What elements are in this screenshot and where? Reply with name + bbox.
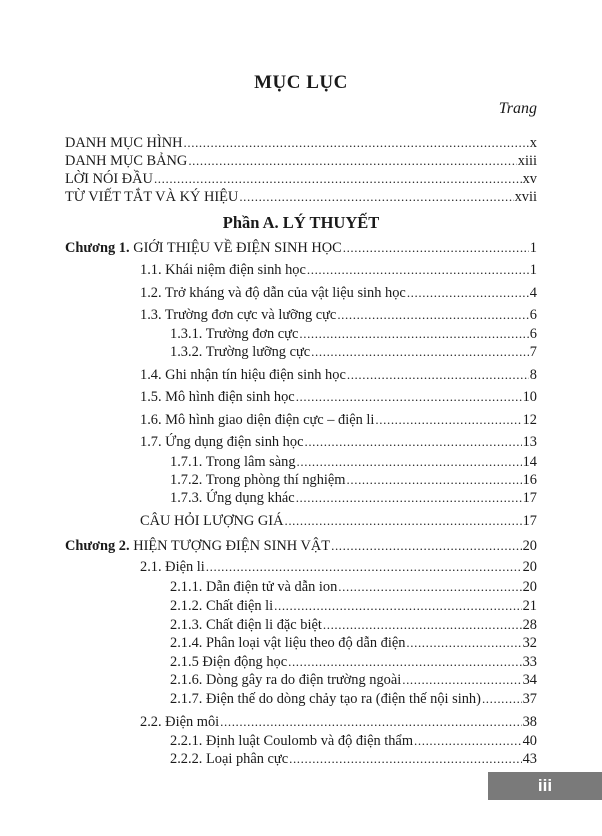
- toc-page-number: 16: [522, 472, 537, 488]
- toc-page-number: 28: [522, 617, 537, 633]
- toc-entry: CÂU HỎI LƯỢNG GIÁ ..... 17: [140, 512, 537, 530]
- dot-leader: [347, 366, 529, 383]
- part-heading: Phần A. LÝ THUYẾT: [222, 213, 380, 232]
- dot-leader: [347, 471, 522, 488]
- toc-subentry: 2.2.2. Loại phân cực ..... 43: [170, 750, 537, 768]
- dot-leader: [239, 188, 513, 205]
- toc-page-number: 12: [522, 412, 537, 428]
- dot-leader: [188, 152, 516, 169]
- toc-subentry: 1.7.2. Trong phòng thí nghiệm ..... 16: [170, 471, 537, 489]
- toc-page-number: 40: [522, 733, 537, 749]
- dot-leader: [274, 597, 521, 614]
- dot-leader: [406, 634, 521, 651]
- dot-leader: [402, 671, 521, 688]
- toc-entry: 1.3. Trường đơn cực và lưỡng cực ..... 6: [140, 306, 537, 324]
- chapter-title: HIỆN TƯỢNG ĐIỆN SINH VẬT: [133, 538, 331, 554]
- toc-entry: 2.2. Điện môi ..... 38: [140, 713, 537, 731]
- toc-page-number: 1: [529, 240, 537, 256]
- toc-entry: 1.2. Trở kháng và độ dẫn của vật liệu sinh học ..... 4: [140, 284, 537, 302]
- toc-subentry: 2.1.4. Phân loại vật liệu theo độ dẫn điện ..... 32: [170, 634, 537, 652]
- toc-entry: 1.6. Mô hình giao diện điện cực – điện li ..... 12: [140, 411, 537, 429]
- toc-page-number: 13: [522, 434, 537, 450]
- dot-leader: [482, 690, 522, 707]
- toc-page-number: 37: [522, 691, 537, 707]
- dot-leader: [337, 306, 528, 323]
- toc-page-number: 6: [529, 307, 537, 323]
- toc-subentry: 1.7.3. Ứng dụng khác ..... 17: [170, 489, 537, 507]
- toc-page-number: 21: [522, 598, 537, 614]
- dot-leader: [206, 558, 522, 575]
- dot-leader: [154, 170, 522, 187]
- toc-page-number: xvii: [514, 189, 537, 205]
- toc-page-number: x: [529, 135, 537, 151]
- toc-entry: 1.1. Khái niệm điện sinh học ..... 1: [140, 261, 537, 279]
- toc-entry: 1.5. Mô hình điện sinh học ..... 10: [140, 388, 537, 406]
- dot-leader: [288, 653, 522, 670]
- chapter-entry: [65, 239, 537, 257]
- toc-page-number: 20: [522, 538, 537, 554]
- chapter-title: GIỚI THIỆU VỀ ĐIỆN SINH HỌC: [133, 240, 342, 256]
- toc-subentry: 2.2.1. Định luật Coulomb và độ điện thẩm ..... 40: [170, 732, 537, 750]
- dot-leader: [343, 239, 529, 256]
- dot-leader: [289, 750, 522, 767]
- toc-page-number: 17: [522, 490, 537, 506]
- dot-leader: [375, 411, 521, 428]
- toc-page-number: 33: [522, 654, 537, 670]
- toc-subentry: 1.3.2. Trường lưỡng cực ..... 7: [170, 343, 537, 361]
- toc-entry: DANH MỤC BẢNG ..... xiii: [65, 152, 537, 170]
- dot-leader: [338, 578, 521, 595]
- toc-page-number: 14: [522, 454, 537, 470]
- toc-subentry: 1.7.1. Trong lâm sàng ..... 14: [170, 453, 537, 471]
- toc-subentry: 1.3.1. Trường đơn cực ..... 6: [170, 325, 537, 343]
- toc-page-number: 34: [522, 672, 537, 688]
- dot-leader: [304, 433, 521, 450]
- toc-subentry: 2.1.2. Chất điện li ..... 21: [170, 597, 537, 615]
- toc-subentry: 2.1.7. Điện thế do dòng chảy tạo ra (điện thế nội sinh) ..... 37: [170, 690, 537, 708]
- dot-leader: [297, 453, 522, 470]
- dot-leader: [220, 713, 521, 730]
- dot-leader: [331, 537, 522, 554]
- dot-leader: [299, 325, 528, 342]
- dot-leader: [323, 616, 522, 633]
- toc-page-number: 20: [522, 559, 537, 575]
- toc-entry: 1.4. Ghi nhận tín hiệu điện sinh học ..... 8: [140, 366, 537, 384]
- toc-subentry: 2.1.6. Dòng gây ra do điện trường ngoài ..... 34: [170, 671, 537, 689]
- dot-leader: [311, 343, 529, 360]
- toc-page-number: 6: [529, 326, 537, 342]
- toc-page-number: 43: [522, 751, 537, 767]
- toc-subentry: 2.1.1. Dẫn điện tử và dẫn ion ..... 20: [170, 578, 537, 596]
- dot-leader: [407, 284, 529, 301]
- toc-page-number: 20: [522, 579, 537, 595]
- chapter-entry: [65, 537, 537, 555]
- toc-subentry: 2.1.3. Chất điện li đặc biệt ..... 28: [170, 616, 537, 634]
- toc-page-number: 7: [529, 344, 537, 360]
- toc-entry: LỜI NÓI ĐẦU ..... xv: [65, 170, 537, 188]
- toc-entry: 2.1. Điện li ..... 20: [140, 558, 537, 576]
- dot-leader: [307, 261, 529, 278]
- chapter-prefix: Chương 2.: [65, 538, 130, 554]
- toc-page-number: 1: [529, 262, 537, 278]
- toc-page-number: 32: [522, 635, 537, 651]
- dot-leader: [296, 388, 522, 405]
- dot-leader: [184, 134, 529, 151]
- toc-page-number: 10: [522, 389, 537, 405]
- dot-leader: [284, 512, 521, 529]
- toc-page-number: 4: [529, 285, 537, 301]
- toc-page-number: 8: [529, 367, 537, 383]
- toc-page-number: 17: [522, 513, 537, 529]
- toc-page-number: 38: [522, 714, 537, 730]
- page-number-tab: iii: [488, 772, 602, 800]
- dot-leader: [414, 732, 522, 749]
- toc-subentry: 2.1.5 Điện động học ..... 33: [170, 653, 537, 671]
- page-title: MỤC LỤC: [254, 72, 348, 93]
- chapter-prefix: Chương 1.: [65, 240, 130, 256]
- toc-page-number: xiii: [517, 153, 537, 169]
- toc-entry: TỪ VIẾT TẮT VÀ KÝ HIỆU ..... xvii: [65, 188, 537, 206]
- toc-page-number: xv: [522, 171, 537, 187]
- dot-leader: [296, 489, 522, 506]
- toc-entry: 1.7. Ứng dụng điện sinh học ..... 13: [140, 433, 537, 451]
- page-column-label: Trang: [498, 100, 537, 117]
- toc-entry: DANH MỤC HÌNH ..... x: [65, 134, 537, 152]
